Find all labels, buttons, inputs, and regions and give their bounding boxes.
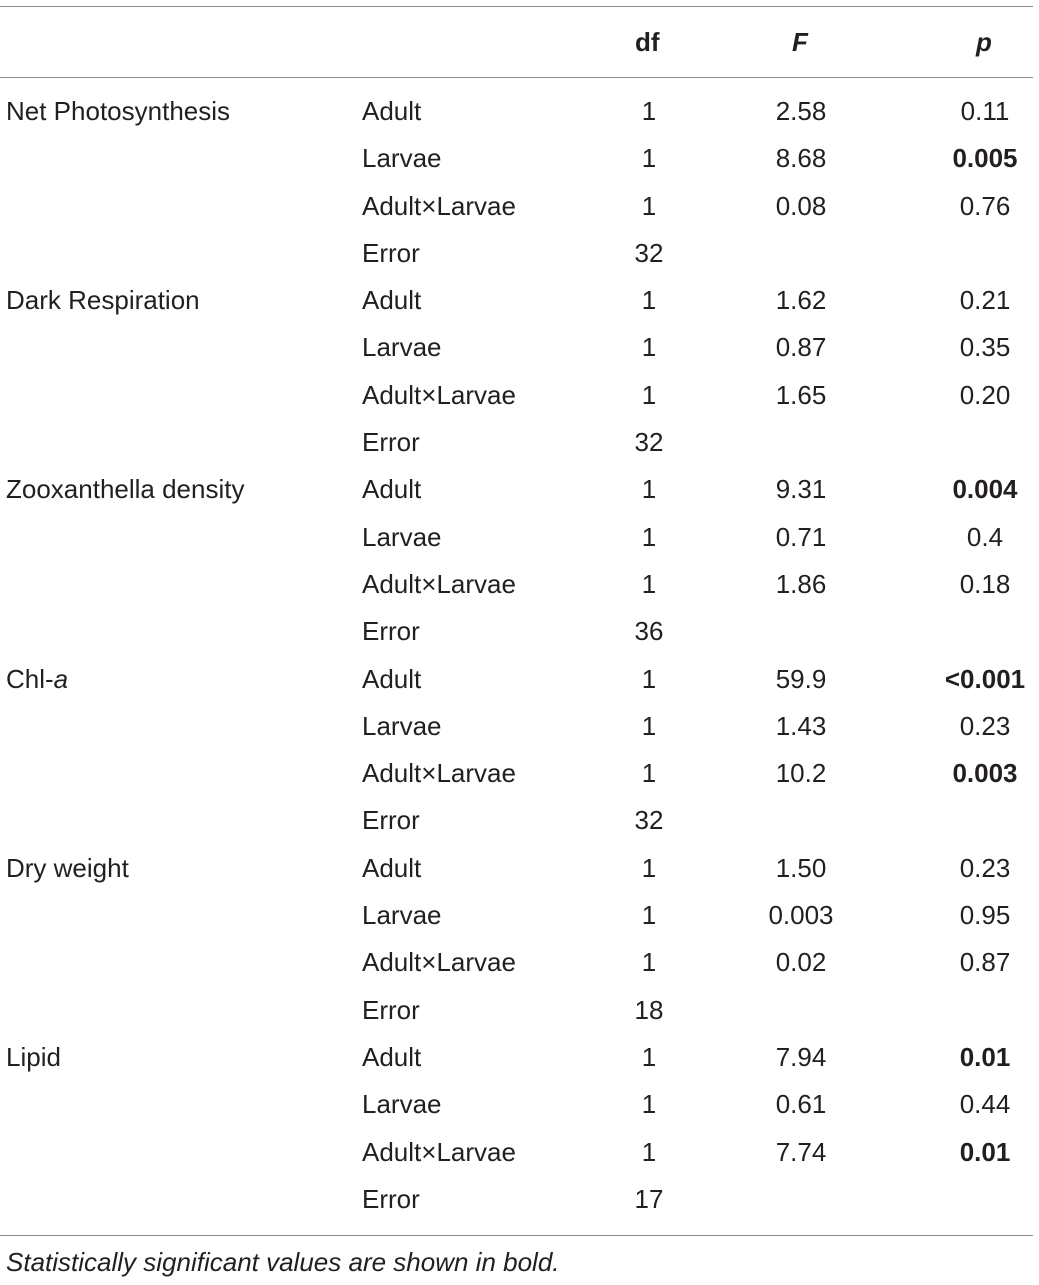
- cell-df: 1: [641, 1089, 657, 1120]
- cell-measure-text: Zooxanthella density: [6, 474, 245, 505]
- cell-p: 0.35: [959, 332, 1011, 363]
- cell-measure-text: Lipid: [6, 1041, 61, 1072]
- cell-p: 0.003: [952, 758, 1018, 789]
- cell-f: 9.31: [775, 474, 827, 505]
- cell-df: 1: [641, 710, 657, 741]
- cell-df: 32: [634, 427, 664, 458]
- table-row: [0, 609, 1039, 656]
- cell-source: Larvae: [362, 521, 442, 552]
- cell-p: 0.20: [959, 379, 1011, 410]
- cell-source: Error: [362, 616, 420, 647]
- cell-f: 7.74: [775, 1136, 827, 1167]
- cell-df: 18: [634, 994, 664, 1025]
- cell-df: 1: [641, 190, 657, 221]
- cell-source: Error: [362, 994, 420, 1025]
- cell-df: 32: [634, 237, 664, 268]
- cell-f: 0.71: [775, 521, 827, 552]
- table-row: [0, 136, 1039, 183]
- cell-source: Larvae: [362, 900, 442, 931]
- cell-p: 0.23: [959, 852, 1011, 883]
- cell-f: 8.68: [775, 143, 827, 174]
- cell-df: 32: [634, 805, 664, 836]
- table-row: [0, 373, 1039, 420]
- cell-f: 2.58: [775, 96, 827, 126]
- cell-p: 0.4: [966, 521, 1004, 552]
- cell-p: 0.87: [959, 947, 1011, 978]
- cell-source: Adult×Larvae: [362, 190, 516, 221]
- table-row: [0, 893, 1039, 940]
- cell-f: 0.61: [775, 1089, 827, 1120]
- cell-source: Adult: [362, 96, 422, 126]
- cell-measure: [6, 467, 244, 511]
- cell-f: 0.003: [768, 900, 834, 931]
- cell-measure: [6, 657, 68, 701]
- cell-df: 1: [641, 1041, 657, 1072]
- cell-f: 59.9: [775, 663, 827, 694]
- table-header: [0, 24, 1039, 60]
- cell-source: Adult: [362, 1041, 422, 1072]
- cell-measure-text: Chl-: [6, 663, 54, 694]
- cell-f: 7.94: [775, 1041, 827, 1072]
- cell-source: Error: [362, 427, 420, 458]
- table-row: [0, 751, 1039, 798]
- cell-p: 0.23: [959, 710, 1011, 741]
- cell-f: 0.08: [775, 190, 827, 221]
- cell-source: Larvae: [362, 1089, 442, 1120]
- cell-source: Error: [362, 805, 420, 836]
- table-row: [0, 1177, 1039, 1224]
- table-bottom-rule: [0, 1235, 1033, 1236]
- cell-source: Larvae: [362, 332, 442, 363]
- table-row: [0, 1130, 1039, 1177]
- cell-measure: [6, 89, 230, 133]
- cell-p: 0.01: [959, 1136, 1011, 1167]
- header-df: df: [635, 27, 660, 57]
- cell-df: 1: [641, 474, 657, 505]
- cell-measure: [6, 846, 129, 890]
- table-top-rule: [0, 6, 1033, 7]
- cell-f: 1.65: [775, 379, 827, 410]
- cell-source: Larvae: [362, 143, 442, 174]
- cell-measure-text: Dark Respiration: [6, 285, 200, 316]
- cell-source: Adult: [362, 852, 422, 883]
- table-row: [0, 1082, 1039, 1129]
- cell-p: 0.21: [959, 285, 1011, 316]
- cell-source: Adult: [362, 474, 422, 505]
- cell-f: 1.62: [775, 285, 827, 316]
- cell-df: 1: [641, 568, 657, 599]
- cell-df: 1: [641, 852, 657, 883]
- cell-f: 0.02: [775, 947, 827, 978]
- cell-source: Adult: [362, 663, 422, 694]
- cell-df: 1: [641, 947, 657, 978]
- cell-p: <0.001: [944, 663, 1026, 694]
- cell-df: 1: [641, 758, 657, 789]
- cell-source: Adult×Larvae: [362, 947, 516, 978]
- cell-f: 1.50: [775, 852, 827, 883]
- table-row: [0, 988, 1039, 1035]
- cell-source: Adult×Larvae: [362, 568, 516, 599]
- table-row: [0, 657, 1039, 704]
- cell-measure: [6, 278, 200, 322]
- cell-measure-text: Net Photosynthesis: [6, 96, 231, 126]
- table-row: [0, 704, 1039, 751]
- cell-p: 0.95: [959, 900, 1011, 931]
- table-row: [0, 420, 1039, 467]
- table-footnote: Statistically significant values are shown in bold.: [6, 1247, 560, 1277]
- table-header-rule: [0, 77, 1033, 78]
- cell-df: 17: [634, 1183, 664, 1214]
- table-row: [0, 798, 1039, 845]
- table-row: [0, 1035, 1039, 1082]
- cell-f: 0.87: [775, 332, 827, 363]
- table-row: [0, 846, 1039, 893]
- cell-source: Error: [362, 237, 420, 268]
- cell-source: Error: [362, 1183, 420, 1214]
- table-row: [0, 231, 1039, 278]
- cell-f: 1.43: [775, 710, 827, 741]
- cell-p: 0.44: [959, 1089, 1011, 1120]
- cell-df: 1: [641, 96, 657, 126]
- table-row: [0, 562, 1039, 609]
- table-row: [0, 325, 1039, 372]
- cell-f: 1.86: [775, 568, 827, 599]
- cell-measure-italic: a: [53, 663, 69, 694]
- cell-df: 1: [641, 379, 657, 410]
- table-row: [0, 184, 1039, 231]
- table-row: [0, 940, 1039, 987]
- cell-p: 0.01: [959, 1041, 1011, 1072]
- cell-df: 1: [641, 521, 657, 552]
- table-row: [0, 278, 1039, 325]
- header-f: F: [792, 27, 808, 57]
- cell-df: 1: [641, 900, 657, 931]
- cell-source: Adult×Larvae: [362, 379, 516, 410]
- cell-df: 1: [641, 332, 657, 363]
- cell-df: 1: [641, 663, 657, 694]
- cell-p: 0.76: [959, 190, 1011, 221]
- cell-source: Adult: [362, 285, 422, 316]
- table-row: [0, 89, 1039, 136]
- cell-df: 1: [641, 285, 657, 316]
- table-row: [0, 515, 1039, 562]
- cell-p: 0.11: [960, 96, 1010, 126]
- cell-df: 36: [634, 616, 664, 647]
- table-body: [0, 89, 1039, 1224]
- header-p: p: [976, 27, 992, 57]
- cell-df: 1: [641, 143, 657, 174]
- cell-p: 0.18: [959, 568, 1011, 599]
- cell-source: Adult×Larvae: [362, 758, 516, 789]
- cell-p: 0.004: [952, 474, 1018, 505]
- cell-p: 0.005: [952, 143, 1018, 174]
- cell-measure-text: Dry weight: [6, 852, 129, 883]
- cell-measure: [6, 1035, 61, 1079]
- cell-df: 1: [641, 1136, 657, 1167]
- cell-source: Adult×Larvae: [362, 1136, 516, 1167]
- cell-f: 10.2: [775, 758, 827, 789]
- table-row: [0, 467, 1039, 514]
- cell-source: Larvae: [362, 710, 442, 741]
